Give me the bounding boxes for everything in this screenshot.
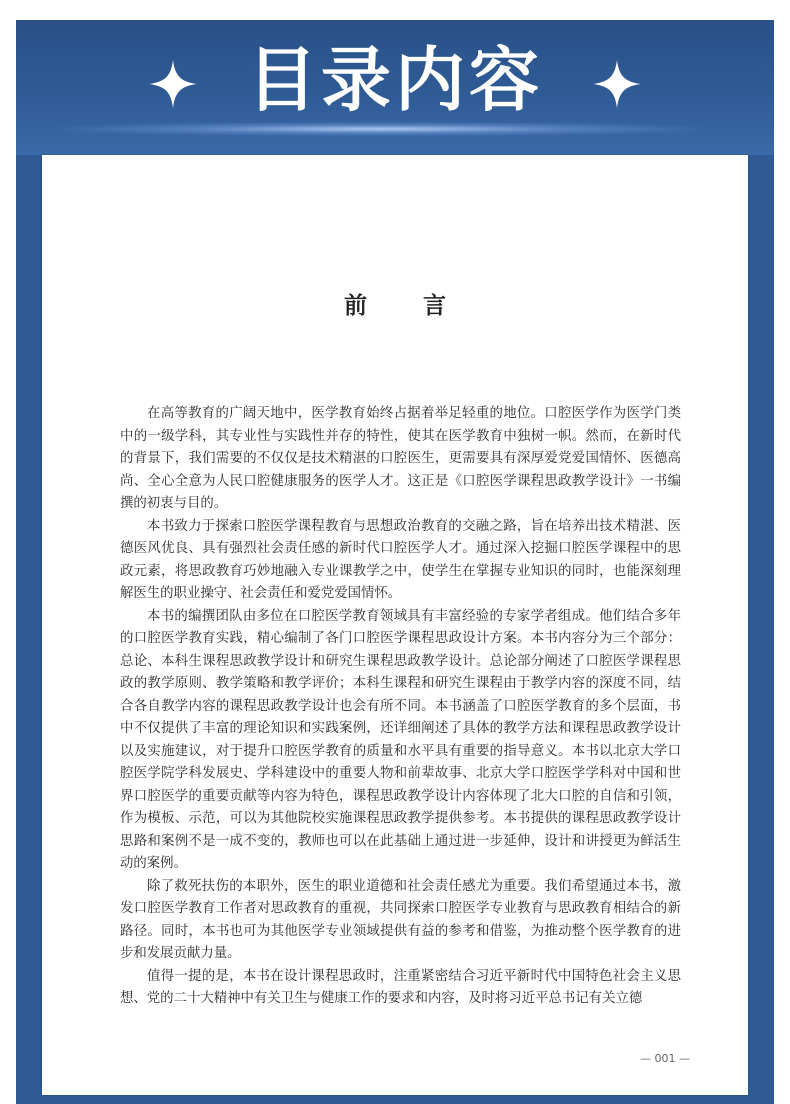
- paragraph: 本书致力于探索口腔医学课程教育与思想政治教育的交融之路，旨在培养出技术精湛、医德医风优良、具有强烈社会责任感的新时代口腔医学人才。通过深入挖掘口腔医学课程中的思政元素，将思政教育巧妙地融入专业课教学之中，使学生在掌握专业知识的同时，也能深刻理解医生的职业操守、社会责任和爱党爱国情怀。: [120, 518, 681, 601]
- paragraph: 在高等教育的广阔天地中，医学教育始终占据着举足轻重的地位。口腔医学作为医学门类中的一级学科，其专业性与实践性并存的特性，使其在医学教育中独树一帜。然而，在新时代的背景下，我们需要的不仅仅是技术精湛的口腔医生，更需要具有深厚爱党爱国情怀、医德高尚、全心全意为人民口腔健康服务的医学人才。这正是《口腔医学课程思政教学设计》一书编撰的初衷与目的。: [120, 406, 681, 511]
- page-number: — 001 —: [640, 1052, 690, 1065]
- document-body: [120, 403, 681, 1011]
- banner-title: 目录内容: [247, 39, 543, 121]
- document-heading: 前 言: [343, 293, 470, 319]
- sparkle-icon: [591, 58, 643, 110]
- document-page: [42, 155, 748, 1095]
- paragraph: 值得一提的是，本书在设计课程思政时，注重紧密结合习近平新时代中国特色社会主义思想、党的二十大精神中有关卫生与健康工作的要求和内容，及时将习近平总书记有关立德: [120, 968, 681, 1006]
- banner-glow: [60, 122, 700, 136]
- paragraph: 除了救死扶伤的本职外，医生的职业道德和社会责任感尤为重要。我们希望通过本书，激发口腔医学教育工作者对思政教育的重视，共同探索口腔医学专业教育与思政教育相结合的新路径。同时，本书也可为其他医学专业领域提供有益的参考和借鉴，为推动整个医学教育的进步和发展贡献力量。: [120, 878, 681, 961]
- paragraph: 本书的编撰团队由多位在口腔医学教育领域具有丰富经验的专家学者组成。他们结合多年的口腔医学教育实践，精心编制了各门口腔医学课程思政设计方案。本书内容分为三个部分：总论、本科生课程思政教学设计和研究生课程思政教学设计。总论部分阐述了口腔医学课程思政的教学原则、教学策略和教学评价；本科生课程和研究生课程由于教学内容的深度不同，结合各自教学内容的课程思政教学设计也会有所不同。本书涵盖了口腔医学教育的多个层面，书中不仅提供了丰富的理论知识和实践案例，还详细阐述了具体的教学方法和课程思政教学设计以及实施建议，对于提升口腔医学教育的质量和水平具有重要的指导意义。本书以北京大学口腔医学院学科发展史、学科建设中的重要人物和前辈故事、北京大学口腔医学学科对中国和世界口腔医学的重要贡献等内容为特色，课程思政教学设计内容体现了北大口腔的自信和引领，作为模板、示范，可以为其他院校实施课程思政教学提供参考。本书提供的课程思政教学设计思路和案例不是一成不变的，教师也可以在此基础上通过进一步延伸，设计和讲授更为鲜活生动的案例。: [120, 608, 681, 871]
